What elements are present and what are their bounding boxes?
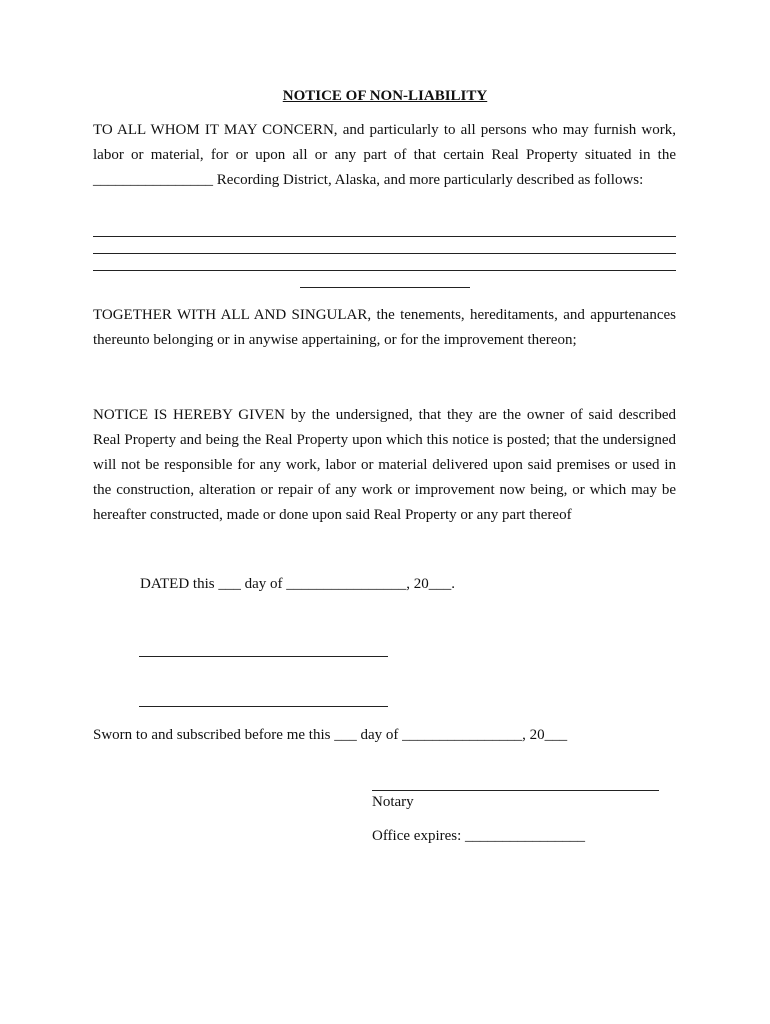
dated-line: DATED this ___ day of ________________, 20___. — [140, 576, 455, 592]
notary-label: Notary — [372, 794, 414, 810]
notary-signature-line — [372, 790, 659, 791]
description-line-4 — [300, 287, 470, 288]
document-title: NOTICE OF NON-LIABILITY — [282, 88, 488, 104]
intro-paragraph: TO ALL WHOM IT MAY CONCERN, and particularly to all persons who may furnish work, labor or material, for or upon all or any part of that certain Real Property situated in the ________________ Recording District, Alaska, and more particularly described as follows: — [93, 122, 676, 188]
description-line-1 — [93, 236, 676, 237]
description-line-3 — [93, 270, 676, 271]
notice-paragraph: NOTICE IS HEREBY GIVEN by the undersigned, that they are the owner of said described Real Property and being the Real Property upon which this notice is posted; that the undersigned will not be responsible for any work, labor or material delivered upon said premises or used in the construction, alteration or repair of any work or improvement now being, or which may be hereafter constructed, made or done upon said Real Property or any part thereof — [93, 407, 676, 523]
description-line-2 — [93, 253, 676, 254]
together-paragraph: TOGETHER WITH ALL AND SINGULAR, the tenements, hereditaments, and appurtenances thereunto belonging or in anywise appertaining, or for the improvement thereon; — [93, 307, 676, 348]
sworn-line: Sworn to and subscribed before me this ___ day of ________________, 20___ — [93, 727, 568, 743]
signature-line-1 — [139, 656, 388, 657]
office-expires-line: Office expires: ________________ — [372, 828, 586, 844]
signature-line-2 — [139, 706, 388, 707]
